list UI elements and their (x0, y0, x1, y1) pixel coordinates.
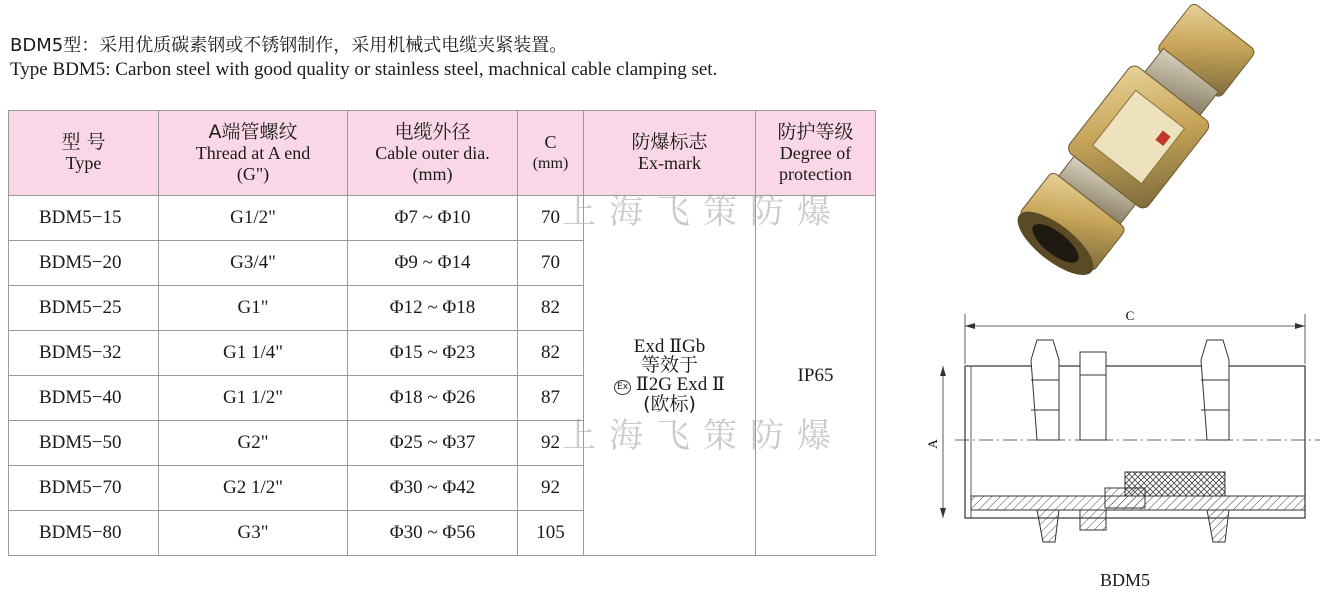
cell-type: BDM5−40 (9, 376, 159, 421)
table-row (9, 196, 876, 241)
cell-c: 105 (518, 511, 584, 556)
cell-c: 70 (518, 196, 584, 241)
spec-table (8, 110, 876, 556)
header-protection: 防护等级 Degree of protection (756, 111, 876, 196)
cell-thread: G1 1/2" (159, 376, 348, 421)
product-photo (995, 4, 1265, 292)
cell-dia: Φ18 ~ Φ26 (348, 376, 518, 421)
cell-c: 92 (518, 421, 584, 466)
cell-type: BDM5−50 (9, 421, 159, 466)
cell-thread: G1/2" (159, 196, 348, 241)
cell-thread: G1" (159, 286, 348, 331)
cell-dia: Φ9 ~ Φ14 (348, 241, 518, 286)
header-thread: A端管螺纹 Thread at A end (G") (159, 111, 348, 196)
cell-dia: Φ15 ~ Φ23 (348, 331, 518, 376)
dim-a-label: A (925, 439, 940, 449)
header-type: 型 号 Type (9, 111, 159, 196)
technical-drawing (925, 300, 1325, 558)
ex-mark-icon: Ex (614, 380, 631, 395)
cell-type: BDM5−20 (9, 241, 159, 286)
cell-type: BDM5−25 (9, 286, 159, 331)
dim-c-label: C (1125, 308, 1135, 323)
header-exmark: 防爆标志 Ex-mark (584, 111, 756, 196)
cell-dia: Φ12 ~ Φ18 (348, 286, 518, 331)
cell-c: 92 (518, 466, 584, 511)
table-header-row (9, 111, 876, 196)
cell-type: BDM5−15 (9, 196, 159, 241)
watermark-bottom: 上海飞策防爆 (562, 416, 844, 456)
cell-c: 87 (518, 376, 584, 421)
cell-exmark: Exd ⅡGb 等效于 Ex Ⅱ2G Exd Ⅱ (欧标) (584, 196, 756, 556)
cell-thread: G2" (159, 421, 348, 466)
intro-en: Type BDM5: Carbon steel with good quality or stainless steel, machnical cable clamping set. (10, 59, 718, 80)
cell-type: BDM5−80 (9, 511, 159, 556)
cell-type: BDM5−32 (9, 331, 159, 376)
header-c: C (mm) (518, 111, 584, 196)
intro-text (10, 34, 890, 82)
cell-thread: G3" (159, 511, 348, 556)
watermark-top: 上海飞策防爆 (562, 192, 844, 232)
cell-dia: Φ7 ~ Φ10 (348, 196, 518, 241)
drawing-caption: BDM5 (1100, 570, 1151, 590)
cell-thread: G2 1/2" (159, 466, 348, 511)
cell-thread: G3/4" (159, 241, 348, 286)
cell-c: 70 (518, 241, 584, 286)
cell-c: 82 (518, 331, 584, 376)
cell-dia: Φ25 ~ Φ37 (348, 421, 518, 466)
cell-dia: Φ30 ~ Φ42 (348, 466, 518, 511)
cell-thread: G1 1/4" (159, 331, 348, 376)
cell-dia: Φ30 ~ Φ56 (348, 511, 518, 556)
cell-c: 82 (518, 286, 584, 331)
cell-protection: IP65 (756, 196, 876, 556)
cell-type: BDM5−70 (9, 466, 159, 511)
intro-cn: BDM5型：采用优质碳素钢或不锈钢制作，采用机械式电缆夹紧装置。 (10, 35, 568, 56)
header-cable-dia: 电缆外径 Cable outer dia. (mm) (348, 111, 518, 196)
